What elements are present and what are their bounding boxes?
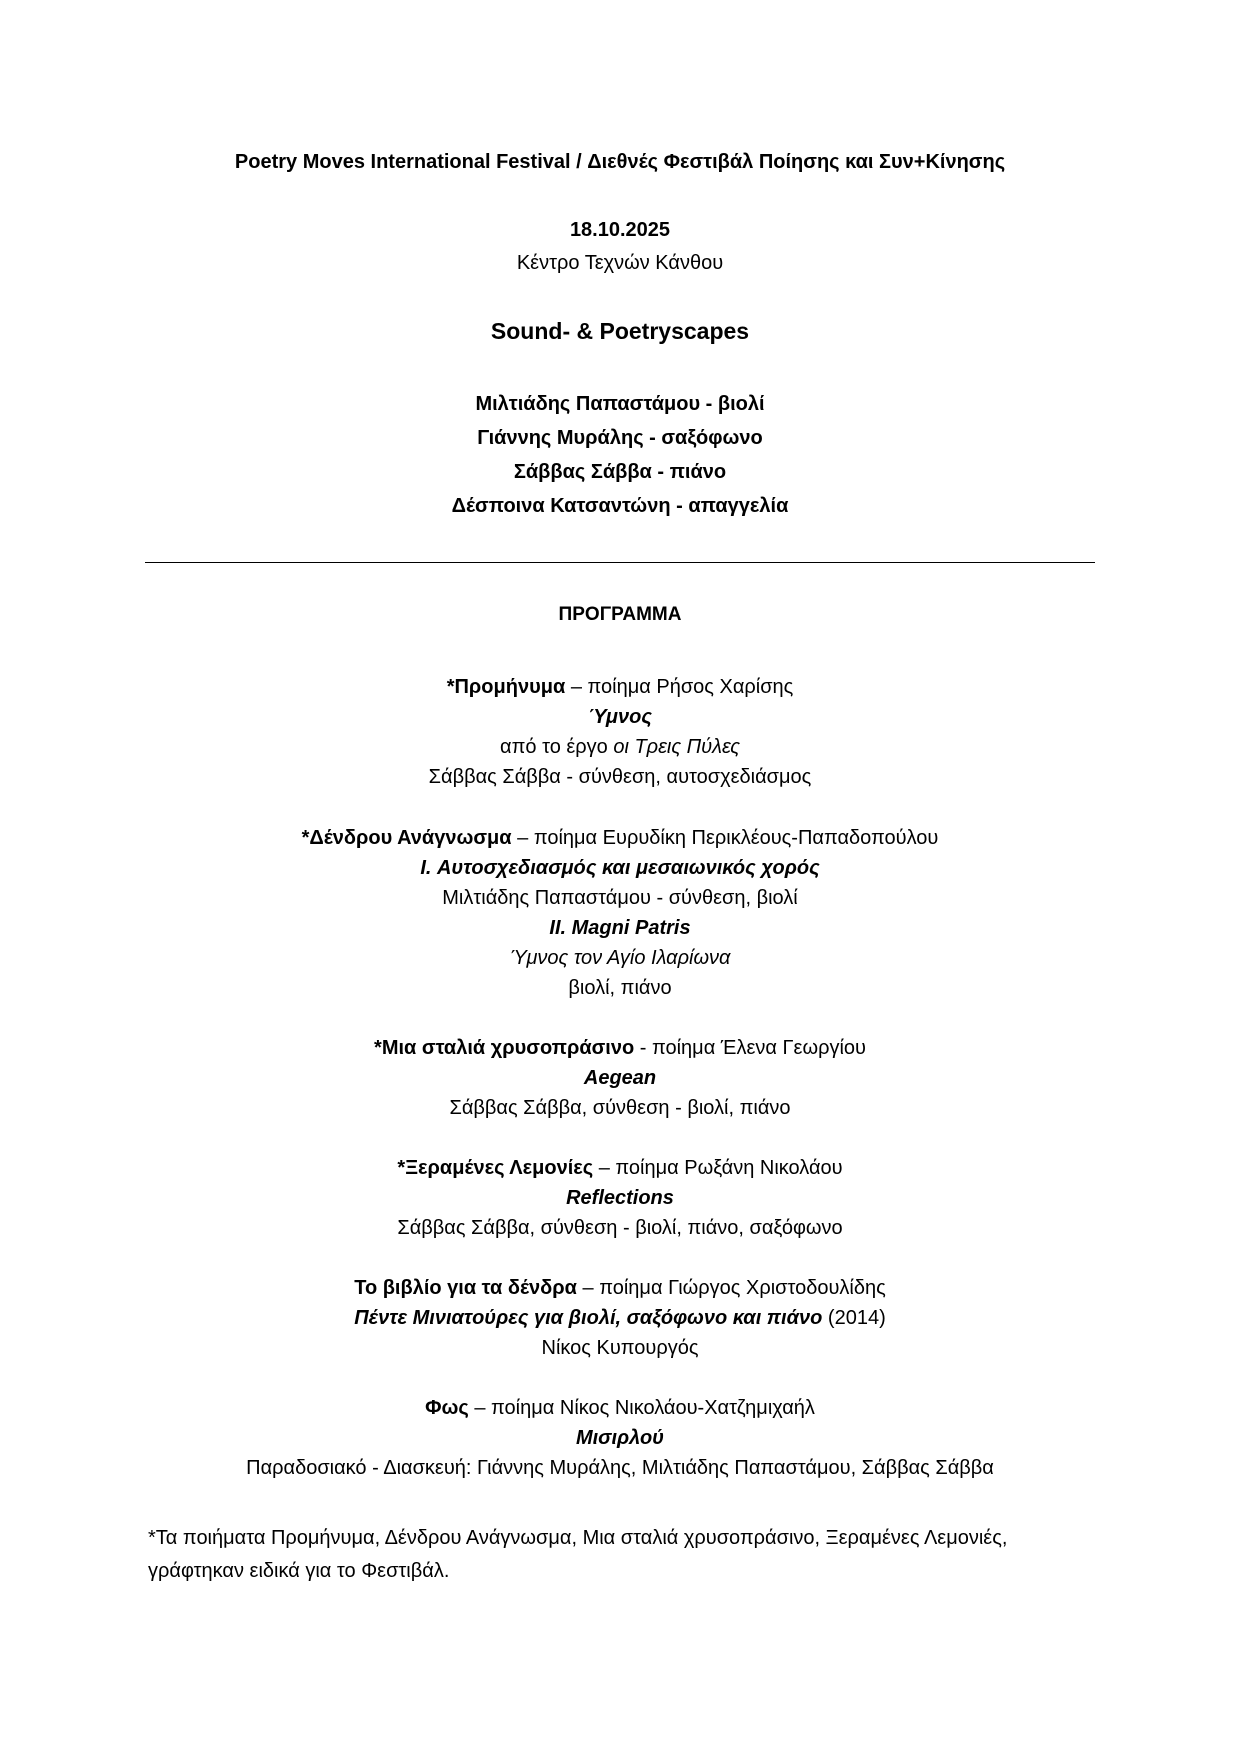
performer-line: Δέσποινα Κατσαντώνη - απαγγελία [451, 495, 789, 517]
poet-credit: – ποίημα Ρήσος Χαρίσης [565, 676, 794, 698]
arrangement-credit: Παραδοσιακό - Διασκευή: Γιάννης Μυράλης, Μιλτιάδης Παπαστάμου, Σάββας Σάββα [246, 1457, 994, 1479]
poem-title: Το βιβλίο για τα δένδρα [354, 1277, 577, 1299]
festival-title: Poetry Moves International Festival / Διεθνές Φεστιβάλ Ποίησης και Συν+Κίνησης [234, 151, 1006, 173]
composer-credit: Σάββας Σάββα, σύνθεση - βιολί, πιάνο [449, 1097, 791, 1119]
concert-title: Sound- & Poetryscapes [490, 318, 750, 344]
poem-title: Φως [425, 1397, 469, 1419]
performer-line: Μιλτιάδης Παπαστάμου - βιολί [475, 393, 765, 415]
piece-title-line [0, 1308, 1240, 1328]
event-date: 18.10.2025 [569, 219, 671, 241]
poet-credit: – ποίημα Νίκος Νικολάου-Χατζημιχαήλ [468, 1397, 815, 1419]
event-venue: Κέντρο Τεχνών Κάνθου [516, 252, 724, 274]
poet-credit: – ποίημα Ρωξάνη Νικολάου [593, 1157, 843, 1179]
programme-item-heading [0, 1038, 1240, 1058]
programme-heading: ΠΡΟΓΡΑΜΜΑ [558, 604, 682, 625]
programme-item-heading [0, 1278, 1240, 1298]
poem-title: *Ξεραμένες Λεμονίες [397, 1157, 594, 1179]
poet-credit: – ποίημα Ευρυδίκη Περικλέους-Παπαδοπούλου [511, 827, 939, 849]
performer-line: Σάββας Σάββα - πιάνο [513, 461, 727, 483]
work-line [0, 737, 1240, 757]
poet-credit: - ποίημα Έλενα Γεωργίου [634, 1037, 866, 1059]
composer-credit: Σάββας Σάββα - σύνθεση, αυτοσχεδιάσμος [428, 766, 812, 788]
poem-title: *Μια σταλιά χρυσοπράσινο [374, 1037, 635, 1059]
programme-item-heading [0, 828, 1240, 848]
work-title: οι Τρεις Πύλες [613, 736, 740, 758]
composer-credit: Μιλτιάδης Παπαστάμου - σύνθεση, βιολί [442, 887, 798, 909]
work-prefix: από το έργο [500, 736, 614, 758]
programme-item-heading [0, 1158, 1240, 1178]
footnote-line: *Τα ποιήματα Προμήνυμα, Δένδρου Ανάγνωσμα, Μια σταλιά χρυσοπράσινο, Ξεραμένες Λεμονιές, [148, 1527, 1008, 1549]
programme-item-heading [0, 677, 1240, 697]
piece-subtitle: Ύμνος τον Αγίο Ιλαρίωνα [509, 947, 731, 969]
instrumentation: βιολί, πιάνο [568, 977, 672, 999]
piece-title: II. Magni Patris [549, 917, 691, 939]
piece-title: Πέντε Μινιατούρες για βιολί, σαξόφωνο και πιάνο [354, 1307, 823, 1329]
poet-credit: – ποίημα Γιώργος Χριστοδουλίδης [576, 1277, 886, 1299]
performer-line: Γιάννης Μυράλης - σαξόφωνο [477, 427, 763, 449]
composer-credit: Σάββας Σάββα, σύνθεση - βιολί, πιάνο, σαξόφωνο [397, 1217, 843, 1239]
section-divider [145, 562, 1095, 563]
programme-item-heading [0, 1398, 1240, 1418]
poem-title: *Προμήνυμα [446, 676, 566, 698]
piece-title: Μισιρλού [575, 1427, 665, 1449]
piece-title: Aegean [583, 1067, 657, 1089]
piece-title: I. Αυτοσχεδιασμός και μεσαιωνικός χορός [420, 857, 820, 879]
piece-title: Reflections [566, 1187, 674, 1209]
piece-year: (2014) [822, 1307, 886, 1329]
composer-credit: Νίκος Κυπουργός [541, 1337, 699, 1359]
piece-title: Ύμνος [588, 706, 652, 728]
footnote-line: γράφτηκαν ειδικά για το Φεστιβάλ. [148, 1560, 450, 1582]
poem-title: *Δένδρου Ανάγνωσμα [301, 827, 512, 849]
